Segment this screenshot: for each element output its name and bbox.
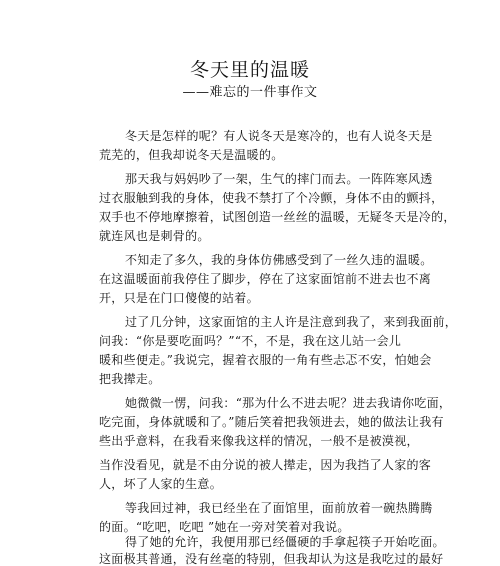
paragraph-line: 把我撵走。 [99,372,161,386]
paragraph-line: 些出乎意料，在我看来像我这样的情况，一般不是被漠视， [99,434,419,448]
paragraph-line: 吃完面，身体就暖和了。”随后笑着把我领进去，她的做法让我有 [99,415,444,429]
paragraph-line: 当作没看见，就是不由分说的被人撵走，因为我挡了人家的客 [99,458,432,472]
paragraph-line: 那天我与妈妈吵了一架，生气的摔门而去。一阵阵寒风透 [125,172,433,186]
paragraph-line: 不知走了多久，我的身体仿佛感受到了一丝久违的温暖。 [125,253,433,267]
paragraph-line: 过衣服触到我的身体，使我不禁打了个冷颤，身体不由的颤抖， [99,191,444,205]
paragraph-line: 暖和些便走。”我说完，握着衣服的一角有些忐忑不安，怕她会 [99,353,432,367]
paragraph-line: 冬天是怎样的呢？有人说冬天是寒冷的，也有人说冬天是 [125,129,433,143]
document-subtitle: ——难忘的一件事作文 [182,85,318,100]
paragraph-line: 的面。“吃吧，吃吧 ”她在一旁对笑着对我说。 [99,520,350,534]
paragraph-line: 得了她的允许，我便用那已经僵硬的手拿起筷子开始吃面。 [125,535,445,549]
paragraph-line: 人，坏了人家的生意。 [99,477,223,491]
paragraph-line: 在这温暖面前我停住了脚步，停在了这家面馆前不进去也不离 [99,272,432,286]
paragraph-line: 这面极其普通，没有丝毫的特别，但我却认为这是我吃过的最好 [99,552,444,566]
paragraph-line: 过了几分钟，这家面馆的主人许是注意到我了，来到我面前， [125,315,458,329]
document-title: 冬天里的温暖 [189,59,310,81]
paragraph-line: 等我回过神，我已经坐在了面馆里，面前放着一碗热腾腾 [125,501,433,515]
paragraph-line: 她微微一愣，问我：“那为什么不进去呢？进去我请你吃面， [125,396,452,410]
paragraph-line: 双手也不停地摩擦着，试图创造一丝丝的温暖，无疑冬天是冷的， [99,210,456,224]
paragraph-line: 荒芜的，但我却说冬天是温暖的。 [99,148,284,162]
paragraph-line: 就连风也是刺骨的。 [99,229,210,243]
paragraph-line: 开，只是在门口傻傻的站着。 [99,291,259,305]
paragraph-line: 问我：“你是要吃面吗？”“不，不是，我在这儿站一会儿 [99,334,402,348]
